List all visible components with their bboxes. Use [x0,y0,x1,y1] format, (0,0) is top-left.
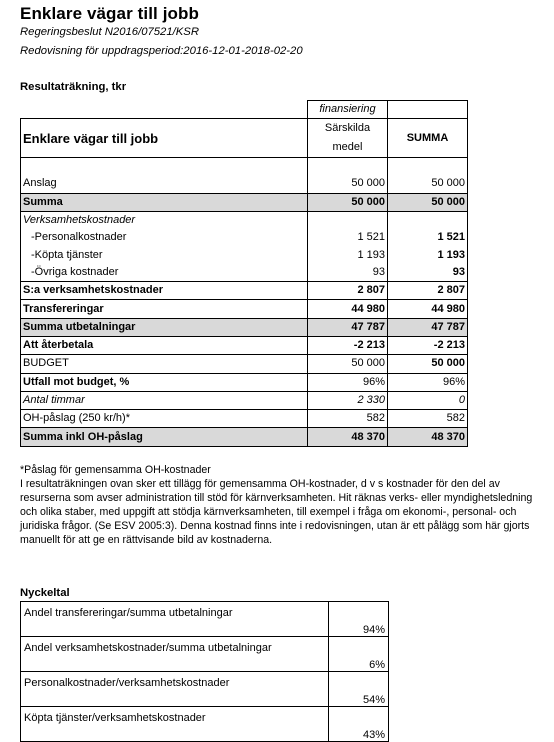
table-row: Summa utbetalningar 47 787 47 787 [21,318,468,336]
table-row: Summa inkl OH-påslag 48 370 48 370 [21,428,468,446]
table-row: Anslag 50 000 50 000 [21,175,468,193]
table-row: Antal timmar 2 330 0 [21,391,468,409]
table-title: Enklare vägar till jobb [21,119,308,158]
key-figure-row: Andel transfereringar/summa utbetalningar 94% [21,602,389,637]
section-heading: Resultaträkning, tkr [20,81,127,93]
table-row: Utfall mot budget, % 96% 96% [21,373,468,391]
key-figures-title: Nyckeltal [20,587,70,599]
key-figures-table [20,601,389,742]
table-row: -Personalkostnader 1 521 1 521 [21,229,468,246]
decision-reference: Regeringsbeslut N2016/07521/KSR [20,26,199,38]
key-figure-row: Andel verksamhetskostnader/summa utbetalningar 6% [21,637,389,672]
table-row: -Övriga kostnader 93 93 [21,264,468,282]
page-title: Enklare vägar till jobb [20,4,199,23]
oh-footnote [20,463,545,547]
table-row: -Köpta tjänster 1 193 1 193 [21,246,468,263]
financing-header-row [21,101,468,119]
reporting-period: Redovisning för uppdragsperiod:2016-12-01-2018-02-20 [20,45,303,57]
special-funds-line2: medel [332,141,363,154]
income-statement-table [20,100,468,447]
key-figure-row: Personalkostnader/verksamhetskostnader 54% [21,672,389,707]
summa-header: SUMMA [388,119,468,158]
table-row: S:a verksamhetskostnader 2 807 2 807 [21,282,468,300]
special-funds-line1: Särskilda [324,122,371,135]
table-row: Summa 50 000 50 000 [21,193,468,211]
table-row: OH-påslag (250 kr/h)* 582 582 [21,410,468,428]
financing-label: finansiering [308,101,388,119]
spacer-row [21,158,468,176]
footnote-body: I resultaträkningen ovan sker ett tillägg för gemensamma OH-kostnader, d v s kostnader för den del av resurserna som avser administration till stöd för kärnverksamheten. Hit räknas verks- eller myndighetsledning och olika staber, med uppgift att stödja kärnverksamheten, till exempel i fråga om ekonomi-, personal- och juridiska frågor. (Se ESV 2005:3). Denna kostnad finns inte i redovisningen, utan är ett pålägg som här gjorts manuellt för att ge en rättvisande bild av kostnaderna. [20,478,533,546]
table-row: Att återbetala -2 213 -2 213 [21,336,468,354]
key-figure-row: Köpta tjänster/verksamhetskostnader 43% [21,707,389,742]
special-funds-header [308,119,388,158]
column-header-row [21,119,468,158]
table-row: Verksamhetskostnader [21,211,468,229]
footnote-heading: *Påslag för gemensamma OH-kostnader [20,464,211,476]
table-row: BUDGET 50 000 50 000 [21,355,468,373]
table-row: Transfereringar 44 980 44 980 [21,300,468,318]
